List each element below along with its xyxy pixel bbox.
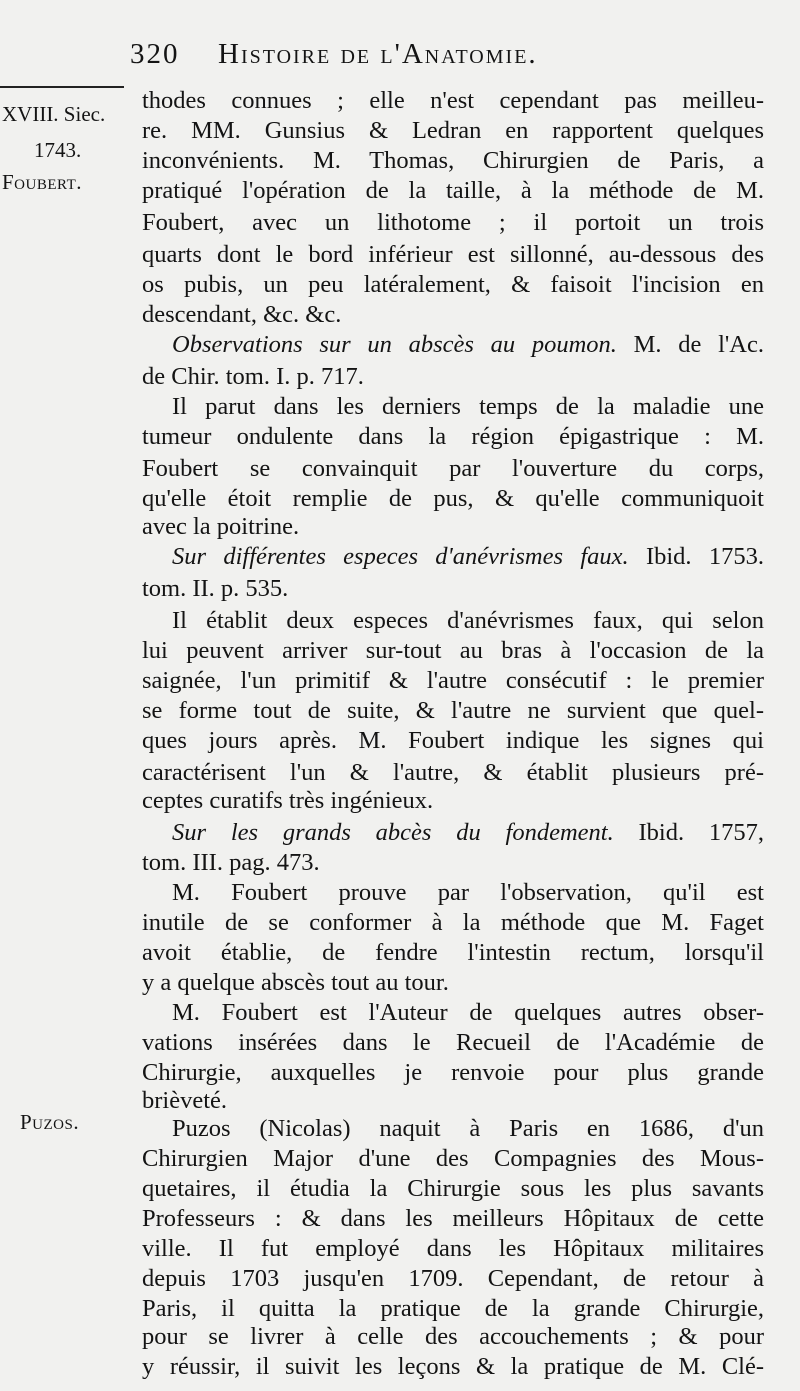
- text-line: brièveté.: [142, 1087, 228, 1114]
- text-line: Foubert, avec un lithotome ; il portoit un trois: [142, 209, 764, 236]
- text-line: Foubert se convainquit par l'ouverture du corps,: [142, 455, 764, 482]
- observation-source: Ibid. 1753.: [628, 543, 765, 570]
- text-line: vations insérées dans le Recueil de l'Académie de: [142, 1029, 764, 1056]
- observation-source: Ibid. 1757,: [613, 819, 764, 846]
- text-line: Professeurs : & dans les meilleurs Hôpitaux de cette: [142, 1205, 764, 1232]
- margin-note-puzos: Puzos.: [20, 1110, 80, 1134]
- text-line: descendant, &c. &c.: [142, 301, 342, 328]
- text-line: avec la poitrine.: [142, 513, 300, 540]
- text-line: y réussir, il suivit les leçons & la pratique de M. Clé-: [142, 1353, 764, 1380]
- text-line: Puzos (Nicolas) naquit à Paris en 1686, d'un: [172, 1115, 764, 1142]
- text-line: M. Foubert prouve par l'observation, qu'il est: [172, 879, 764, 906]
- observation-title: Observations sur un abscès au poumon.: [172, 331, 617, 358]
- margin-note-foubert: Foubert.: [2, 170, 83, 194]
- text-line: Il établit deux especes d'anévrismes faux, qui selon: [172, 607, 764, 634]
- text-line: ville. Il fut employé dans les Hôpitaux militaires: [142, 1235, 764, 1262]
- text-line: os pubis, un peu latéralement, & faisoit l'incision en: [142, 271, 764, 298]
- text-line: tumeur ondulente dans la région épigastrique : M.: [142, 423, 764, 450]
- running-title: Histoire de l'Anatomie.: [218, 38, 538, 70]
- text-line: y a quelque abscès tout au tour.: [142, 969, 449, 996]
- text-line: depuis 1703 jusqu'en 1709. Cependant, de retour à: [142, 1265, 764, 1292]
- text-line: Chirurgien Major d'une des Compagnies des Mous-: [142, 1145, 764, 1172]
- text-line: Chirurgie, auxquelles je renvoie pour plus grande: [142, 1059, 764, 1086]
- observation-title: Sur les grands abcès du fondement.: [172, 819, 614, 846]
- text-line: Paris, il quitta la pratique de la grande Chirurgie,: [142, 1295, 764, 1322]
- page-header: [130, 38, 770, 80]
- text-line: quarts dont le bord inférieur est sillonné, au-dessous des: [142, 241, 764, 268]
- text-line: ques jours après. M. Foubert indique les signes qui: [142, 727, 764, 754]
- text-line: M. Foubert est l'Auteur de quelques autres obser-: [172, 999, 764, 1026]
- text-line: saignée, l'un primitif & l'autre consécutif : le premier: [142, 667, 764, 694]
- margin-rule: [0, 86, 124, 88]
- text-line: inutile de se conformer à la méthode que M. Faget: [142, 909, 764, 936]
- page-number: 320: [130, 38, 180, 70]
- observation-heading: [172, 816, 764, 850]
- observation-heading: [172, 540, 764, 574]
- observation-heading: [172, 328, 764, 362]
- observation-title: Sur différentes especes d'anévrismes faux.: [172, 543, 629, 570]
- margin-note-year: 1743.: [34, 138, 82, 162]
- text-line: quetaires, il étudia la Chirurgie sous les plus savants: [142, 1175, 764, 1202]
- text-line: inconvénients. M. Thomas, Chirurgien de Paris, a: [142, 147, 764, 174]
- text-line: se forme tout de suite, & l'autre ne survient que quel-: [142, 697, 764, 724]
- text-line: lui peuvent arriver sur-tout au bras à l'occasion de la: [142, 637, 764, 664]
- observation-source: M. de l'Ac.: [616, 331, 764, 358]
- text-line: tom. II. p. 535.: [142, 575, 289, 602]
- text-line: qu'elle étoit remplie de pus, & qu'elle communiquoit: [142, 485, 764, 512]
- text-line: Il parut dans les derniers temps de la maladie une: [172, 393, 764, 420]
- text-line: de Chir. tom. I. p. 717.: [142, 363, 364, 390]
- text-line: ceptes curatifs très ingénieux.: [142, 787, 434, 814]
- text-line: pour se livrer à celle des accouchements ; & pour: [142, 1323, 764, 1350]
- margin-note-century: XVIII. Siec.: [2, 102, 106, 126]
- text-line: tom. III. pag. 473.: [142, 849, 320, 876]
- text-line: pratiqué l'opération de la taille, à la méthode de M.: [142, 177, 764, 204]
- text-line: re. MM. Gunsius & Ledran en rapportent quelques: [142, 117, 764, 144]
- text-line: caractérisent l'un & l'autre, & établit plusieurs pré-: [142, 759, 764, 786]
- text-line: thodes connues ; elle n'est cependant pas meilleu-: [142, 87, 764, 114]
- text-line: avoit établie, de fendre l'intestin rectum, lorsqu'il: [142, 939, 764, 966]
